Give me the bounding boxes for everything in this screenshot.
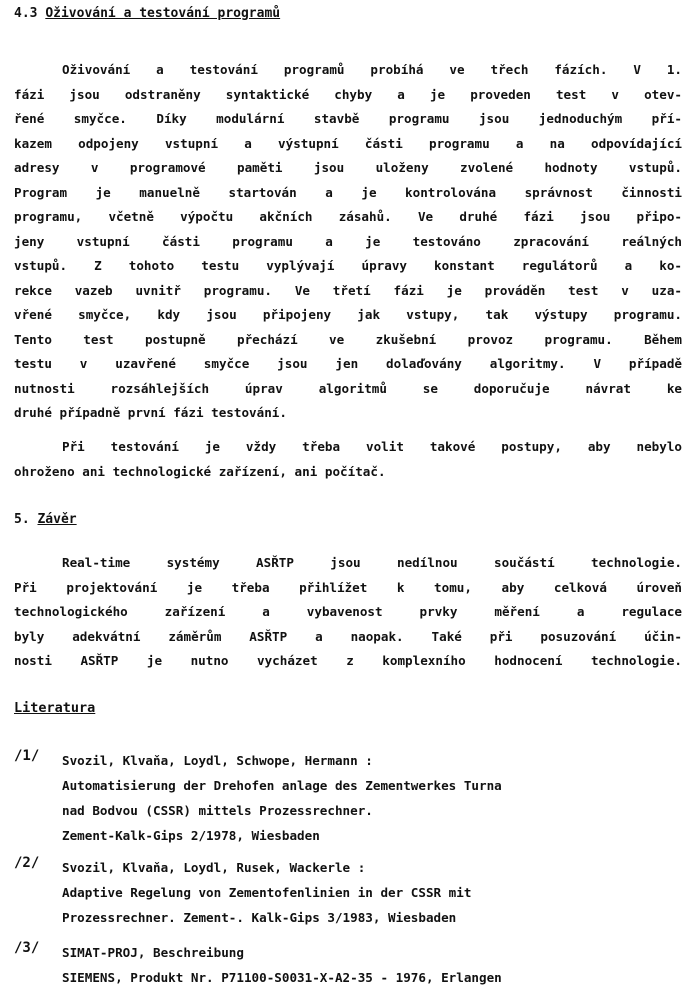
- section-5-heading: [14, 512, 77, 527]
- section-title: Oživování a testování programů: [45, 6, 281, 21]
- reference-body: [62, 855, 682, 930]
- text-line: řené smyčce. Díky modulární stavbě programu jsou jednoduchým pří-: [14, 111, 682, 126]
- text-line: Tento test postupně přechází ve zkušební provoz programu. Během: [14, 331, 682, 347]
- reference-number: /2/: [14, 855, 40, 871]
- text-line: Oživování a testování programů probíhá ve třech fázích. V 1.: [62, 62, 682, 77]
- text-line: Program je manuelně startován a je kontrolována správnost činnosti: [14, 184, 682, 200]
- text-line: Zement-Kalk-Gips 2/1978, Wiesbaden: [62, 828, 320, 843]
- text-line: vřené smyčce, kdy jsou připojeny jak vstupy, tak výstupy programu.: [14, 307, 682, 322]
- text-line: SIEMENS, Produkt Nr. P71100-S0031-X-A2-35 - 1976, Erlangen: [62, 970, 502, 985]
- text-line: Prozessrechner. Zement-. Kalk-Gips 3/1983, Wiesbaden: [62, 910, 457, 925]
- section-4-3-paragraph-1: [14, 58, 682, 426]
- literature-heading: Literatura: [14, 700, 96, 716]
- section-4-3-heading: [14, 6, 280, 21]
- text-line: kazem odpojeny vstupní a výstupní části programu a na odpovídající: [14, 135, 682, 151]
- text-line: Automatisierung der Drehofen anlage des Zementwerkes Turna: [62, 778, 502, 793]
- text-line: Při testování je vždy třeba volit takové postupy, aby nebylo: [62, 439, 682, 454]
- text-line: byly adekvátní záměrům ASŘTP a naopak. Také při posuzování účin-: [14, 628, 682, 644]
- text-line: Adaptive Regelung von Zementofenlinien in der CSSR mit: [62, 885, 472, 900]
- text-line: SIMAT-PROJ, Beschreibung: [62, 945, 244, 960]
- text-line: nad Bodvou (CSSR) mittels Prozessrechner.: [62, 803, 373, 818]
- text-line: testu v uzavřené smyčce jsou jen dolaďovány algoritmy. V případě: [14, 356, 682, 371]
- text-line: Svozil, Klvaňa, Loydl, Schwope, Hermann :: [62, 753, 373, 768]
- text-line: nosti ASŘTP je nutno vycházet z komplexního hodnocení technologie.: [14, 653, 682, 668]
- text-line: adresy v programové paměti jsou uloženy zvolené hodnoty vstupů.: [14, 160, 682, 175]
- section-number: 5.: [14, 512, 30, 527]
- text-line: rekce vazeb uvnitř programu. Ve třetí fázi je prováděn test v uza-: [14, 282, 682, 298]
- text-line: Při projektování je třeba přihlížet k tomu, aby celková úroveň: [14, 579, 682, 595]
- reference-number: /3/: [14, 940, 40, 956]
- text-line: Svozil, Klvaňa, Loydl, Rusek, Wackerle :: [62, 860, 366, 875]
- section-5-paragraph: [14, 551, 682, 674]
- text-line: vstupů. Z tohoto testu vyplývají úpravy konstant regulátorů a ko-: [14, 258, 682, 273]
- section-4-3-paragraph-2: [14, 435, 682, 484]
- text-line: Real-time systémy ASŘTP jsou nedílnou součástí technologie.: [62, 555, 682, 570]
- reference-body: [62, 748, 682, 848]
- text-line: fázi jsou odstraněny syntaktické chyby a je proveden test v otev-: [14, 86, 682, 102]
- text-line: nutnosti rozsáhlejších úprav algoritmů se doporučuje návrat ke: [14, 380, 682, 396]
- reference-body: [62, 940, 682, 990]
- text-line: programu, včetně výpočtu akčních zásahů. Ve druhé fázi jsou připo-: [14, 209, 682, 224]
- text-line: technologického zařízení a vybavenost prvky měření a regulace: [14, 604, 682, 619]
- text-line: jeny vstupní části programu a je testováno zpracování reálných: [14, 233, 682, 249]
- reference-number: /1/: [14, 748, 40, 764]
- section-number: 4.3: [14, 6, 38, 21]
- section-title: Závěr: [37, 512, 77, 527]
- text-line: druhé případně první fázi testování.: [14, 405, 287, 420]
- text-line: ohroženo ani technologické zařízení, ani počítač.: [14, 463, 386, 479]
